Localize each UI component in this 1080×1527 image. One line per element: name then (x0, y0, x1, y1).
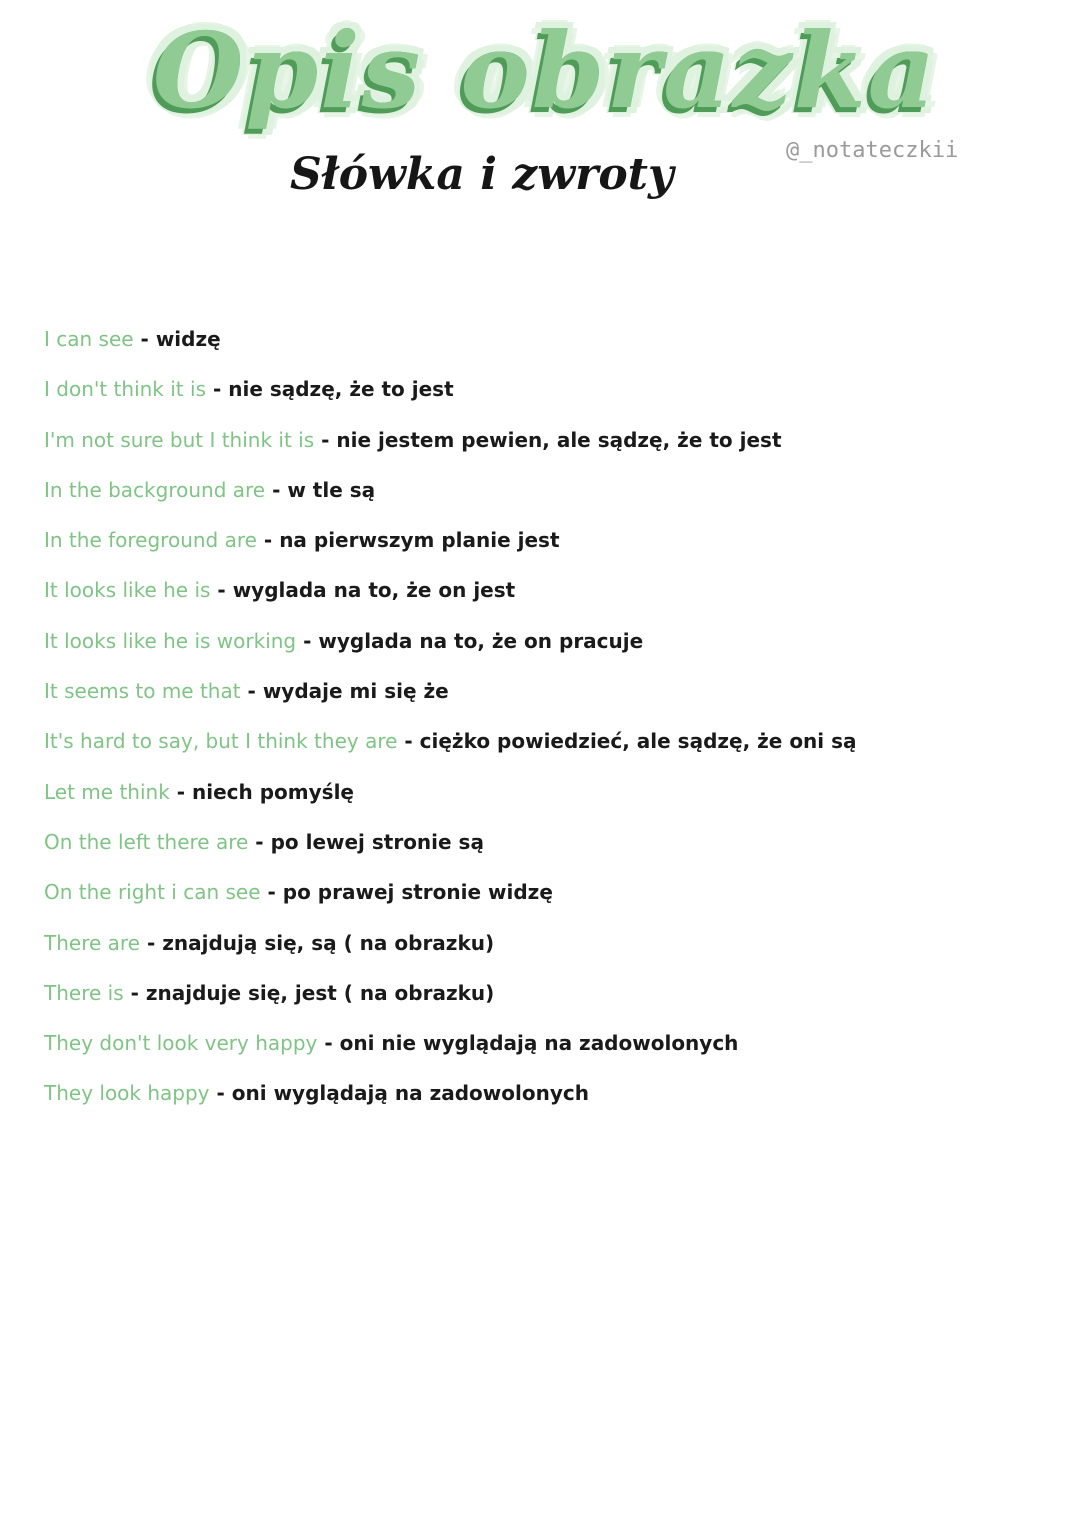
phrase-separator: - (240, 679, 263, 704)
phrase-polish: niech pomyślę (192, 779, 354, 804)
phrase-item (44, 372, 1044, 422)
phrase-english: In the foreground are (44, 528, 257, 553)
phrase-english: They look happy (44, 1081, 210, 1106)
phrase-english: It looks like he is (44, 578, 211, 603)
phrase-separator: - (210, 578, 233, 603)
phrase-item (44, 926, 1044, 976)
phrase-separator: - (256, 528, 280, 553)
page-subtitle: Słówka i zwroty (290, 149, 674, 200)
phrase-english: On the left there are (44, 829, 249, 854)
phrase-polish: po lewej stronie są (270, 829, 484, 854)
phrase-item (44, 724, 1044, 774)
phrase-english: I'm not sure but I think it is (44, 427, 315, 452)
phrase-english: It seems to me that (44, 679, 241, 704)
author-handle: @_notateczkii (786, 138, 959, 163)
phrase-english: It looks like he is working (44, 628, 297, 653)
phrase-separator: - (248, 829, 271, 854)
phrase-polish: w tle są (287, 477, 376, 502)
page-header (0, 0, 1080, 240)
phrase-english: I don't think it is (44, 377, 206, 402)
phrase-separator: - (397, 729, 420, 754)
phrase-separator: - (123, 980, 146, 1005)
phrase-polish: po prawej stronie widzę (282, 880, 553, 905)
phrase-polish: wydaje mi się że (262, 679, 449, 704)
phrase-separator: - (209, 1081, 232, 1106)
phrase-item (44, 674, 1044, 724)
phrase-separator: - (296, 628, 319, 653)
phrase-english: On the right i can see (44, 880, 261, 905)
phrase-item (44, 976, 1044, 1026)
phrase-separator: - (133, 327, 156, 351)
phrase-polish: wyglada na to, że on pracuje (318, 628, 644, 653)
phrase-item (44, 1076, 1044, 1126)
phrase-english: I can see (44, 327, 134, 351)
phrase-polish: ciężko powiedzieć, ale sądzę, że oni są (419, 729, 857, 754)
phrase-item (44, 423, 1044, 473)
phrase-separator: - (169, 779, 193, 804)
phrase-polish: na pierwszym planie jest (279, 528, 560, 553)
phrase-polish: wyglada na to, że on jest (232, 578, 516, 603)
phrase-english: They don't look very happy (44, 1031, 318, 1056)
phrase-english: Let me think (44, 779, 170, 804)
phrase-polish: znajduje się, jest ( na obrazku) (145, 980, 495, 1005)
phrase-polish: oni wyglądają na zadowolonych (231, 1081, 589, 1106)
phrase-item (44, 775, 1044, 825)
phrase-english: In the background are (44, 477, 266, 502)
phrase-item (44, 875, 1044, 925)
phrase-separator: - (260, 880, 283, 905)
phrase-separator: - (265, 477, 288, 502)
phrase-separator: - (317, 1031, 340, 1056)
phrase-item (44, 523, 1044, 573)
phrase-polish: nie sądzę, że to jest (228, 377, 454, 402)
phrase-separator: - (205, 377, 229, 402)
phrase-item (44, 322, 1044, 372)
phrase-english: There is (44, 980, 124, 1005)
phrase-item (44, 1026, 1044, 1076)
phrase-separator: - (314, 427, 337, 452)
phrase-item (44, 473, 1044, 523)
page-title: Opis obrazka (152, 9, 938, 132)
phrase-english: It's hard to say, but I think they are (44, 729, 398, 754)
phrase-item (44, 573, 1044, 623)
phrase-separator: - (140, 930, 163, 955)
phrase-polish: znajdują się, są ( na obrazku) (162, 930, 495, 955)
phrase-item (44, 825, 1044, 875)
phrase-polish: oni nie wyglądają na zadowolonych (339, 1031, 739, 1056)
phrase-list (44, 322, 1044, 1127)
phrase-item (44, 624, 1044, 674)
phrase-polish: widzę (155, 327, 221, 351)
phrase-polish: nie jestem pewien, ale sądzę, że to jest (336, 427, 782, 452)
phrase-english: There are (44, 930, 140, 955)
